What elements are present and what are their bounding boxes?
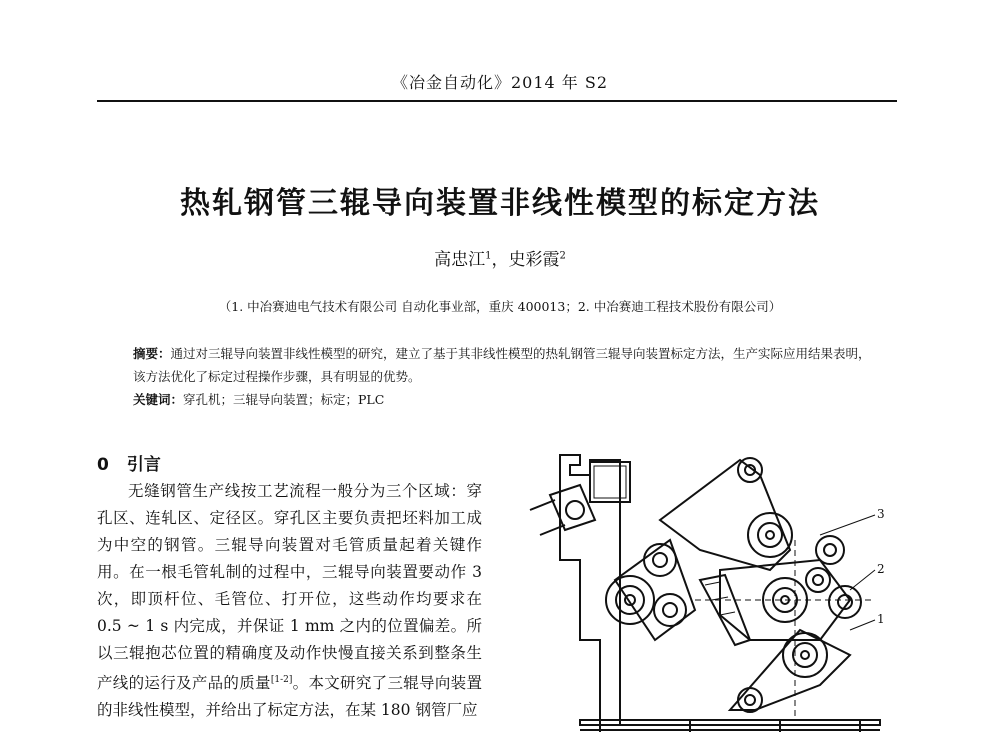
abstract-text: 通过对三辊导向装置非线性模型的研究，建立了基于其非线性模型的热轧钢管三辊导向装置标定方法，生产实际应用结果表明，该方法优化了标定过程操作步骤，具有明显的优势。 (133, 346, 871, 384)
left-roll (606, 576, 654, 624)
abstract (133, 342, 873, 388)
upper-lever (660, 460, 790, 570)
paragraph-text: 无缝钢管生产线按工艺流程一般分为三个区域：穿孔区、连轧区、定径区。穿孔区主要负责把坯料加工成为中空的钢管。三辊导向装置对毛管质量起着关键作用。在一根毛管轧制的过程中，三辊导向装置要动作 3 次，即顶杆位、毛管位、打开位，这些动作均要求在 0.5 ~ 1 s 内完成，并保证 1 mm 之内的位置偏差。所以三辊抱芯位置的精确度及动作快慢直接关系到整条生产线的运行及产品的质量 (97, 482, 482, 693)
paragraph-tail: 。本文研究了三辊导向装置的非线性模型，并给出了标定方法，在某 180 钢管厂应 (97, 674, 482, 720)
section-heading (97, 450, 161, 475)
author-separator: ， (491, 250, 509, 270)
author-affil-mark: 2 (559, 250, 566, 262)
journal-header: 《冶金自动化》2014 年 S2 (391, 73, 609, 92)
mechanism-figure (520, 440, 900, 735)
body-text (97, 478, 482, 724)
header-rule (97, 100, 897, 102)
base-plate (580, 720, 880, 725)
leader-line (850, 620, 875, 630)
authors (0, 245, 1000, 270)
figure-label: 3 (877, 507, 885, 521)
paper-title: 热轧钢管三辊导向装置非线性模型的标定方法 (180, 186, 820, 221)
top-box (590, 462, 630, 502)
body-paragraph (97, 478, 482, 724)
section-number: 0 (97, 455, 109, 475)
leader-line (850, 570, 875, 590)
keywords (133, 388, 873, 411)
citation: [1-2] (270, 675, 293, 685)
abstract-label: 摘要： (133, 346, 171, 361)
author-affil-mark: 1 (485, 250, 492, 262)
figure-label: 2 (877, 562, 885, 576)
affiliation: （1. 中冶赛迪电气技术有限公司 自动化事业部，重庆 400013；2. 中冶赛迪工程技术股份有限公司） (218, 299, 782, 314)
section-title: 引言 (126, 455, 161, 475)
abstract-block (133, 342, 873, 411)
author-name: 高忠江 (434, 250, 486, 270)
author-name: 史彩霞 (508, 250, 560, 270)
leader-line (820, 515, 875, 535)
keywords-label: 关键词： (133, 392, 184, 407)
figure-label: 1 (877, 612, 885, 626)
keywords-text: 穿孔机；三辊导向装置；标定；PLC (183, 392, 385, 407)
cylinder-arm (550, 485, 595, 530)
